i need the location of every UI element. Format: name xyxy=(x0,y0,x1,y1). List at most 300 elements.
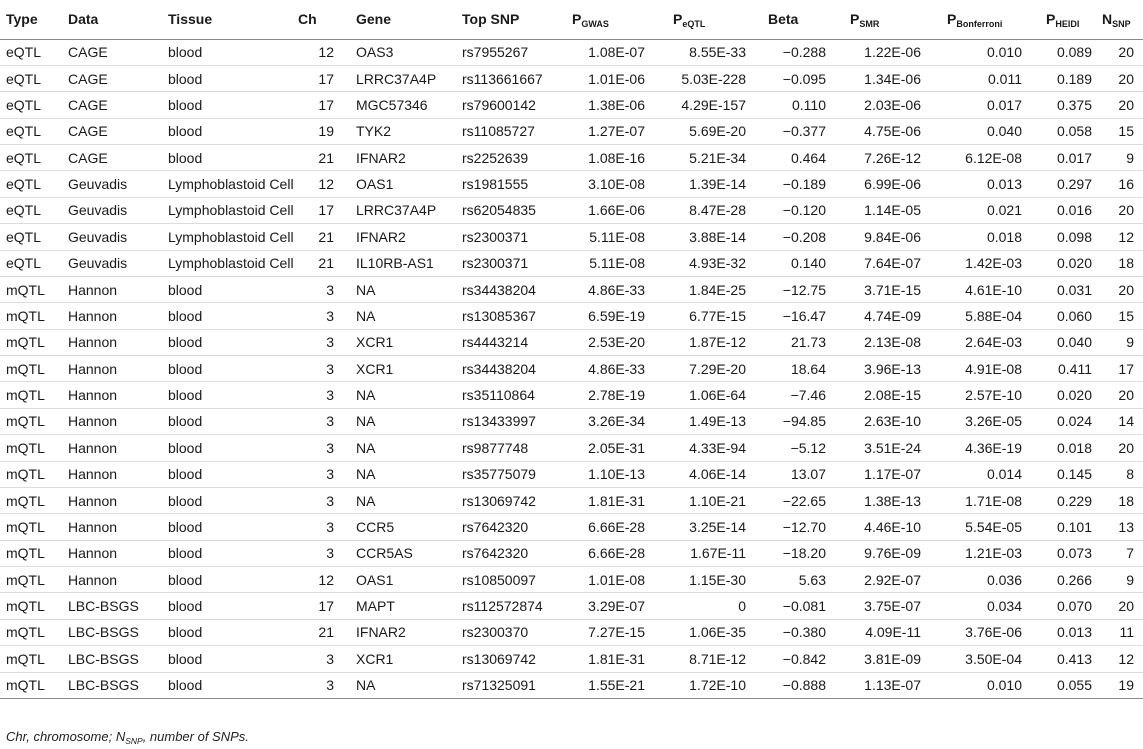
cell-p-smr: 2.13E-08 xyxy=(844,329,941,355)
cell-p-smr: 6.99E-06 xyxy=(844,171,941,197)
table-row xyxy=(0,487,1143,513)
cell-n-snp: 8 xyxy=(1102,461,1143,487)
cell-tissue: Lymphoblastoid Cell xyxy=(168,197,298,223)
cell-p-heidi: 0.055 xyxy=(1046,672,1102,698)
cell-gene: OAS1 xyxy=(350,567,456,593)
cell-p-smr: 1.22E-06 xyxy=(844,39,941,65)
cell-data: Hannon xyxy=(68,567,168,593)
cell-p-smr: 3.81E-09 xyxy=(844,646,941,672)
header-p-eqtl: $P_{eQTL}$ xyxy=(667,0,762,39)
cell-p-eqtl: 0 xyxy=(667,593,762,619)
cell-p-smr: 9.84E-06 xyxy=(844,224,941,250)
cell-data: Hannon xyxy=(68,540,168,566)
cell-gene: LRRC37A4P xyxy=(350,65,456,91)
cell-gene: NA xyxy=(350,435,456,461)
cell-data: CAGE xyxy=(68,145,168,171)
cell-top-snp: rs13433997 xyxy=(456,408,566,434)
cell-p-gwas: 3.29E-07 xyxy=(566,593,667,619)
cell-beta: −16.47 xyxy=(762,303,844,329)
header-gene: Gene xyxy=(350,0,456,39)
table-row xyxy=(0,646,1143,672)
cell-beta: −0.888 xyxy=(762,672,844,698)
cell-beta: −0.095 xyxy=(762,65,844,91)
cell-n-snp: 18 xyxy=(1102,487,1143,513)
cell-tissue: Lymphoblastoid Cell xyxy=(168,171,298,197)
cell-ch: 3 xyxy=(298,646,350,672)
cell-p-bonferroni: 0.011 xyxy=(941,65,1046,91)
cell-beta: −0.120 xyxy=(762,197,844,223)
cell-tissue: blood xyxy=(168,619,298,645)
cell-top-snp: rs10850097 xyxy=(456,567,566,593)
cell-p-gwas: 6.66E-28 xyxy=(566,514,667,540)
cell-top-snp: rs34438204 xyxy=(456,276,566,302)
cell-p-gwas: 5.11E-08 xyxy=(566,250,667,276)
cell-p-bonferroni: 4.61E-10 xyxy=(941,276,1046,302)
table-footnote: Chr, chromosome; $N_{SNP}$, number of SNPs. xyxy=(6,729,249,746)
header-data: Data xyxy=(68,0,168,39)
cell-gene: NA xyxy=(350,408,456,434)
cell-top-snp: rs4443214 xyxy=(456,329,566,355)
cell-tissue: blood xyxy=(168,408,298,434)
table-row xyxy=(0,514,1143,540)
cell-p-smr: 7.26E-12 xyxy=(844,145,941,171)
cell-gene: NA xyxy=(350,382,456,408)
cell-beta: 0.464 xyxy=(762,145,844,171)
cell-p-eqtl: 1.84E-25 xyxy=(667,276,762,302)
cell-tissue: blood xyxy=(168,487,298,513)
cell-p-bonferroni: 2.57E-10 xyxy=(941,382,1046,408)
cell-gene: CCR5AS xyxy=(350,540,456,566)
cell-top-snp: rs1981555 xyxy=(456,171,566,197)
cell-type: mQTL xyxy=(0,276,68,302)
cell-data: Geuvadis xyxy=(68,197,168,223)
cell-data: Hannon xyxy=(68,276,168,302)
cell-tissue: blood xyxy=(168,461,298,487)
cell-top-snp: rs13085367 xyxy=(456,303,566,329)
cell-type: mQTL xyxy=(0,540,68,566)
cell-gene: CCR5 xyxy=(350,514,456,540)
cell-ch: 19 xyxy=(298,118,350,144)
cell-type: eQTL xyxy=(0,118,68,144)
cell-p-smr: 1.38E-13 xyxy=(844,487,941,513)
cell-data: Hannon xyxy=(68,461,168,487)
cell-p-bonferroni: 4.91E-08 xyxy=(941,356,1046,382)
cell-gene: LRRC37A4P xyxy=(350,197,456,223)
cell-gene: XCR1 xyxy=(350,356,456,382)
table-row xyxy=(0,356,1143,382)
cell-ch: 3 xyxy=(298,329,350,355)
cell-p-smr: 3.75E-07 xyxy=(844,593,941,619)
cell-beta: −12.75 xyxy=(762,276,844,302)
cell-gene: MAPT xyxy=(350,593,456,619)
cell-top-snp: rs79600142 xyxy=(456,92,566,118)
cell-p-eqtl: 1.06E-35 xyxy=(667,619,762,645)
cell-p-heidi: 0.375 xyxy=(1046,92,1102,118)
cell-gene: IFNAR2 xyxy=(350,224,456,250)
cell-top-snp: rs11085727 xyxy=(456,118,566,144)
cell-p-heidi: 0.016 xyxy=(1046,197,1102,223)
cell-p-eqtl: 8.55E-33 xyxy=(667,39,762,65)
cell-n-snp: 20 xyxy=(1102,65,1143,91)
cell-type: eQTL xyxy=(0,197,68,223)
cell-p-bonferroni: 5.54E-05 xyxy=(941,514,1046,540)
cell-p-bonferroni: 1.71E-08 xyxy=(941,487,1046,513)
cell-beta: −0.208 xyxy=(762,224,844,250)
cell-p-heidi: 0.040 xyxy=(1046,329,1102,355)
cell-beta: 13.07 xyxy=(762,461,844,487)
cell-tissue: Lymphoblastoid Cell xyxy=(168,250,298,276)
cell-p-eqtl: 1.49E-13 xyxy=(667,408,762,434)
cell-top-snp: rs7642320 xyxy=(456,540,566,566)
cell-p-heidi: 0.098 xyxy=(1046,224,1102,250)
cell-top-snp: rs71325091 xyxy=(456,672,566,698)
table-row xyxy=(0,118,1143,144)
cell-type: mQTL xyxy=(0,619,68,645)
cell-tissue: blood xyxy=(168,118,298,144)
cell-data: CAGE xyxy=(68,39,168,65)
cell-tissue: blood xyxy=(168,39,298,65)
cell-type: eQTL xyxy=(0,39,68,65)
cell-data: Hannon xyxy=(68,487,168,513)
cell-n-snp: 20 xyxy=(1102,197,1143,223)
cell-p-bonferroni: 0.010 xyxy=(941,39,1046,65)
header-ch: Ch xyxy=(298,0,350,39)
cell-p-gwas: 1.01E-06 xyxy=(566,65,667,91)
cell-ch: 17 xyxy=(298,593,350,619)
cell-beta: 5.63 xyxy=(762,567,844,593)
table-row xyxy=(0,197,1143,223)
cell-top-snp: rs7955267 xyxy=(456,39,566,65)
cell-n-snp: 20 xyxy=(1102,92,1143,118)
cell-gene: NA xyxy=(350,276,456,302)
table-body xyxy=(0,39,1143,698)
cell-top-snp: rs13069742 xyxy=(456,646,566,672)
cell-p-eqtl: 8.47E-28 xyxy=(667,197,762,223)
cell-top-snp: rs113661667 xyxy=(456,65,566,91)
cell-data: Hannon xyxy=(68,435,168,461)
cell-tissue: blood xyxy=(168,382,298,408)
cell-p-smr: 9.76E-09 xyxy=(844,540,941,566)
cell-type: mQTL xyxy=(0,672,68,698)
cell-type: mQTL xyxy=(0,461,68,487)
cell-ch: 3 xyxy=(298,276,350,302)
cell-tissue: blood xyxy=(168,514,298,540)
cell-n-snp: 12 xyxy=(1102,224,1143,250)
cell-p-gwas: 1.66E-06 xyxy=(566,197,667,223)
cell-data: LBC-BSGS xyxy=(68,593,168,619)
cell-ch: 12 xyxy=(298,567,350,593)
cell-beta: 21.73 xyxy=(762,329,844,355)
cell-p-bonferroni: 0.014 xyxy=(941,461,1046,487)
table-row xyxy=(0,672,1143,698)
cell-p-heidi: 0.145 xyxy=(1046,461,1102,487)
cell-p-gwas: 1.81E-31 xyxy=(566,487,667,513)
header-p-smr: $P_{SMR}$ xyxy=(844,0,941,39)
cell-p-eqtl: 6.77E-15 xyxy=(667,303,762,329)
cell-tissue: blood xyxy=(168,593,298,619)
cell-gene: NA xyxy=(350,672,456,698)
cell-ch: 3 xyxy=(298,303,350,329)
cell-n-snp: 11 xyxy=(1102,619,1143,645)
cell-data: Hannon xyxy=(68,356,168,382)
cell-gene: IFNAR2 xyxy=(350,619,456,645)
cell-tissue: Lymphoblastoid Cell xyxy=(168,224,298,250)
cell-p-gwas: 2.53E-20 xyxy=(566,329,667,355)
cell-beta: −94.85 xyxy=(762,408,844,434)
cell-n-snp: 9 xyxy=(1102,329,1143,355)
cell-type: eQTL xyxy=(0,250,68,276)
cell-n-snp: 17 xyxy=(1102,356,1143,382)
cell-top-snp: rs35775079 xyxy=(456,461,566,487)
cell-gene: IFNAR2 xyxy=(350,145,456,171)
cell-p-smr: 1.13E-07 xyxy=(844,672,941,698)
cell-gene: IL10RB-AS1 xyxy=(350,250,456,276)
table-row xyxy=(0,382,1143,408)
cell-top-snp: rs2300371 xyxy=(456,250,566,276)
cell-p-bonferroni: 0.017 xyxy=(941,92,1046,118)
cell-beta: −0.189 xyxy=(762,171,844,197)
cell-beta: −0.842 xyxy=(762,646,844,672)
cell-p-bonferroni: 3.76E-06 xyxy=(941,619,1046,645)
cell-p-smr: 3.51E-24 xyxy=(844,435,941,461)
cell-p-gwas: 6.66E-28 xyxy=(566,540,667,566)
cell-data: CAGE xyxy=(68,65,168,91)
cell-p-eqtl: 4.29E-157 xyxy=(667,92,762,118)
cell-p-bonferroni: 0.013 xyxy=(941,171,1046,197)
cell-top-snp: rs9877748 xyxy=(456,435,566,461)
cell-tissue: blood xyxy=(168,303,298,329)
cell-p-heidi: 0.266 xyxy=(1046,567,1102,593)
cell-gene: XCR1 xyxy=(350,329,456,355)
cell-p-gwas: 2.78E-19 xyxy=(566,382,667,408)
cell-p-gwas: 5.11E-08 xyxy=(566,224,667,250)
table-row xyxy=(0,435,1143,461)
cell-p-smr: 1.14E-05 xyxy=(844,197,941,223)
cell-gene: OAS3 xyxy=(350,39,456,65)
cell-data: Hannon xyxy=(68,514,168,540)
cell-top-snp: rs112572874 xyxy=(456,593,566,619)
header-type: Type xyxy=(0,0,68,39)
cell-ch: 12 xyxy=(298,39,350,65)
cell-ch: 21 xyxy=(298,619,350,645)
cell-n-snp: 12 xyxy=(1102,646,1143,672)
cell-p-heidi: 0.189 xyxy=(1046,65,1102,91)
cell-top-snp: rs34438204 xyxy=(456,356,566,382)
cell-n-snp: 9 xyxy=(1102,567,1143,593)
cell-n-snp: 18 xyxy=(1102,250,1143,276)
cell-p-gwas: 4.86E-33 xyxy=(566,276,667,302)
cell-top-snp: rs2252639 xyxy=(456,145,566,171)
cell-p-smr: 1.17E-07 xyxy=(844,461,941,487)
cell-type: mQTL xyxy=(0,382,68,408)
cell-p-eqtl: 7.29E-20 xyxy=(667,356,762,382)
header-p-bonferroni: $P_{Bonferroni}$ xyxy=(941,0,1046,39)
cell-p-heidi: 0.229 xyxy=(1046,487,1102,513)
cell-p-gwas: 1.08E-07 xyxy=(566,39,667,65)
cell-p-smr: 2.08E-15 xyxy=(844,382,941,408)
cell-data: Hannon xyxy=(68,329,168,355)
cell-p-eqtl: 4.33E-94 xyxy=(667,435,762,461)
cell-p-eqtl: 1.72E-10 xyxy=(667,672,762,698)
cell-ch: 3 xyxy=(298,408,350,434)
table-row xyxy=(0,250,1143,276)
cell-p-bonferroni: 0.034 xyxy=(941,593,1046,619)
cell-p-gwas: 1.38E-06 xyxy=(566,92,667,118)
cell-p-smr: 4.74E-09 xyxy=(844,303,941,329)
cell-p-gwas: 1.08E-16 xyxy=(566,145,667,171)
cell-ch: 3 xyxy=(298,514,350,540)
table-row xyxy=(0,39,1143,65)
cell-p-bonferroni: 2.64E-03 xyxy=(941,329,1046,355)
cell-type: eQTL xyxy=(0,92,68,118)
cell-ch: 3 xyxy=(298,487,350,513)
cell-p-gwas: 3.10E-08 xyxy=(566,171,667,197)
cell-n-snp: 13 xyxy=(1102,514,1143,540)
cell-p-gwas: 1.81E-31 xyxy=(566,646,667,672)
cell-p-smr: 2.03E-06 xyxy=(844,92,941,118)
cell-type: mQTL xyxy=(0,514,68,540)
cell-beta: 18.64 xyxy=(762,356,844,382)
cell-n-snp: 20 xyxy=(1102,593,1143,619)
cell-p-heidi: 0.413 xyxy=(1046,646,1102,672)
cell-ch: 21 xyxy=(298,250,350,276)
cell-top-snp: rs62054835 xyxy=(456,197,566,223)
table-row xyxy=(0,619,1143,645)
cell-type: eQTL xyxy=(0,224,68,250)
cell-data: Hannon xyxy=(68,303,168,329)
cell-ch: 17 xyxy=(298,65,350,91)
cell-p-bonferroni: 6.12E-08 xyxy=(941,145,1046,171)
cell-n-snp: 14 xyxy=(1102,408,1143,434)
cell-top-snp: rs35110864 xyxy=(456,382,566,408)
cell-p-smr: 4.75E-06 xyxy=(844,118,941,144)
cell-top-snp: rs7642320 xyxy=(456,514,566,540)
cell-data: Geuvadis xyxy=(68,171,168,197)
cell-type: mQTL xyxy=(0,303,68,329)
cell-p-eqtl: 1.06E-64 xyxy=(667,382,762,408)
table-row xyxy=(0,461,1143,487)
cell-p-bonferroni: 0.036 xyxy=(941,567,1046,593)
cell-p-heidi: 0.060 xyxy=(1046,303,1102,329)
cell-ch: 3 xyxy=(298,540,350,566)
cell-p-eqtl: 8.71E-12 xyxy=(667,646,762,672)
cell-p-eqtl: 1.67E-11 xyxy=(667,540,762,566)
cell-p-eqtl: 1.15E-30 xyxy=(667,567,762,593)
cell-p-eqtl: 4.93E-32 xyxy=(667,250,762,276)
cell-n-snp: 20 xyxy=(1102,435,1143,461)
cell-type: eQTL xyxy=(0,145,68,171)
cell-data: LBC-BSGS xyxy=(68,672,168,698)
table-row xyxy=(0,145,1143,171)
cell-p-eqtl: 3.25E-14 xyxy=(667,514,762,540)
cell-p-bonferroni: 0.010 xyxy=(941,672,1046,698)
cell-tissue: blood xyxy=(168,646,298,672)
table-row xyxy=(0,408,1143,434)
cell-p-bonferroni: 1.42E-03 xyxy=(941,250,1046,276)
cell-p-heidi: 0.031 xyxy=(1046,276,1102,302)
cell-n-snp: 20 xyxy=(1102,382,1143,408)
cell-beta: 0.110 xyxy=(762,92,844,118)
cell-p-eqtl: 1.39E-14 xyxy=(667,171,762,197)
cell-p-smr: 7.64E-07 xyxy=(844,250,941,276)
cell-type: mQTL xyxy=(0,435,68,461)
cell-p-heidi: 0.017 xyxy=(1046,145,1102,171)
table-row xyxy=(0,540,1143,566)
header-n-snp: $N_{SNP}$ xyxy=(1102,0,1143,39)
cell-beta: −0.377 xyxy=(762,118,844,144)
cell-data: CAGE xyxy=(68,118,168,144)
cell-tissue: blood xyxy=(168,276,298,302)
cell-p-bonferroni: 1.21E-03 xyxy=(941,540,1046,566)
cell-p-smr: 2.63E-10 xyxy=(844,408,941,434)
cell-n-snp: 20 xyxy=(1102,276,1143,302)
cell-ch: 17 xyxy=(298,92,350,118)
cell-p-gwas: 1.01E-08 xyxy=(566,567,667,593)
cell-n-snp: 15 xyxy=(1102,303,1143,329)
cell-p-heidi: 0.018 xyxy=(1046,435,1102,461)
cell-beta: −5.12 xyxy=(762,435,844,461)
cell-gene: TYK2 xyxy=(350,118,456,144)
cell-p-smr: 2.92E-07 xyxy=(844,567,941,593)
cell-data: Hannon xyxy=(68,382,168,408)
cell-ch: 3 xyxy=(298,672,350,698)
cell-p-gwas: 7.27E-15 xyxy=(566,619,667,645)
cell-type: mQTL xyxy=(0,356,68,382)
cell-p-bonferroni: 3.26E-05 xyxy=(941,408,1046,434)
cell-p-heidi: 0.013 xyxy=(1046,619,1102,645)
table-row xyxy=(0,303,1143,329)
cell-data: Hannon xyxy=(68,408,168,434)
cell-p-gwas: 3.26E-34 xyxy=(566,408,667,434)
cell-top-snp: rs2300371 xyxy=(456,224,566,250)
cell-n-snp: 15 xyxy=(1102,118,1143,144)
cell-p-smr: 4.46E-10 xyxy=(844,514,941,540)
cell-p-smr: 1.34E-06 xyxy=(844,65,941,91)
cell-tissue: blood xyxy=(168,672,298,698)
cell-p-heidi: 0.411 xyxy=(1046,356,1102,382)
table-row xyxy=(0,224,1143,250)
header-beta: Beta xyxy=(762,0,844,39)
cell-data: Geuvadis xyxy=(68,250,168,276)
cell-p-eqtl: 5.21E-34 xyxy=(667,145,762,171)
cell-p-heidi: 0.073 xyxy=(1046,540,1102,566)
cell-p-eqtl: 5.69E-20 xyxy=(667,118,762,144)
cell-p-bonferroni: 0.018 xyxy=(941,224,1046,250)
cell-gene: NA xyxy=(350,487,456,513)
cell-p-heidi: 0.070 xyxy=(1046,593,1102,619)
cell-top-snp: rs13069742 xyxy=(456,487,566,513)
cell-p-gwas: 1.10E-13 xyxy=(566,461,667,487)
cell-ch: 12 xyxy=(298,171,350,197)
cell-p-gwas: 1.27E-07 xyxy=(566,118,667,144)
header-tissue: Tissue xyxy=(168,0,298,39)
cell-gene: XCR1 xyxy=(350,646,456,672)
cell-ch: 17 xyxy=(298,197,350,223)
cell-beta: −22.65 xyxy=(762,487,844,513)
cell-p-eqtl: 5.03E-228 xyxy=(667,65,762,91)
cell-data: LBC-BSGS xyxy=(68,646,168,672)
cell-p-smr: 4.09E-11 xyxy=(844,619,941,645)
cell-n-snp: 9 xyxy=(1102,145,1143,171)
cell-p-bonferroni: 3.50E-04 xyxy=(941,646,1046,672)
cell-top-snp: rs2300370 xyxy=(456,619,566,645)
cell-beta: −18.20 xyxy=(762,540,844,566)
table-row xyxy=(0,567,1143,593)
table-row xyxy=(0,65,1143,91)
cell-p-heidi: 0.024 xyxy=(1046,408,1102,434)
cell-tissue: blood xyxy=(168,435,298,461)
cell-tissue: blood xyxy=(168,65,298,91)
